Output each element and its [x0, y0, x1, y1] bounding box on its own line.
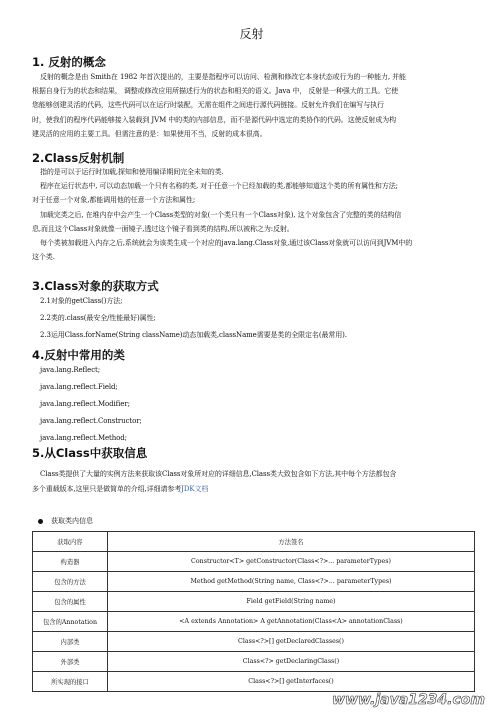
section-3-item: 2.3运用Class.forName(String className)动态加载类,className需要是类的全限定名(最常用).: [40, 331, 347, 339]
table-cell: Class<?>[] getInterfaces(): [108, 672, 475, 692]
table-row: [33, 592, 475, 612]
section-2-line: 这个类.: [32, 253, 55, 262]
section-5-line: [32, 482, 472, 497]
table-cell: Method getMethod(String name, Class<?>... parameterTypes): [108, 572, 475, 592]
section-4-heading: 4.反射中常用的类: [32, 348, 125, 362]
section-5-heading: 5.从Class中获取信息: [32, 446, 148, 460]
table-cell: 包含的属性: [33, 592, 108, 612]
section-1-body: [32, 70, 472, 141]
table-header-cell: 获取内容: [33, 532, 108, 552]
table-cell: 所实现的接口: [33, 672, 108, 692]
watermark-logo: [332, 692, 485, 708]
section-4-item: java.lang.reflect.Modifier;: [40, 400, 130, 408]
section-1-line: 时，使我们的程序代码能够接入装载到 JVM 中的类的内部信息，而不是源代码中选定的类协作的代码。这使反射成为构: [32, 115, 396, 124]
section-4-item: java.lang.Reflect;: [40, 366, 101, 374]
section-5-body: [32, 467, 472, 497]
section-2-heading: 2.Class反射机制: [32, 151, 125, 165]
table-cell: 包含的方法: [33, 572, 108, 592]
table-row: [33, 632, 475, 652]
table-row: [33, 652, 475, 672]
jdk-doc-link[interactable]: JDK文档: [181, 485, 209, 493]
section-4-body: [32, 362, 472, 447]
section-4-item: java.lang.reflect.Constructor;: [40, 417, 142, 425]
section-1-line: 反射的概念是由 Smith在 1982 年首次提出的，主要是指程序可以访问、检测和修改它本身状态或行为的一种能力, 并能: [40, 73, 406, 81]
table-cell: Class<?>[] getDeclaredClasses(): [108, 632, 475, 652]
table-cell: 构造器: [33, 552, 108, 572]
table-cell: Class<?> getDeclaringClass(): [108, 652, 475, 672]
section-3-item: 2.2类的.class(最安全/性能最好)属性;: [40, 314, 156, 322]
section-2-line: 程序在运行状态中, 可以动态加载一个只有名称的类, 对于任意一个已经加载的类,都能够知道这个类的所有属性和方法;: [40, 182, 398, 191]
section-2-line: 对于任意一个对象,都能调用他的任意一个方法和属性;: [32, 196, 196, 205]
section-1-heading: 1. 反射的概念: [32, 55, 106, 69]
page-title: 反射: [239, 27, 264, 41]
section-5-line: Class类提供了大量的实例方法来获取该Class对象所对应的详细信息,Class类大致包含如下方法,其中每个方法都包含: [40, 470, 397, 478]
table-header-row: [33, 532, 475, 552]
table-cell: 包含的Annotation: [33, 612, 108, 632]
section-3-heading: 3.Class对象的获取方式: [32, 279, 159, 293]
bullet-label: 获取类内信息: [51, 517, 93, 525]
table-cell: 外部类: [33, 652, 108, 672]
section-3-body: [32, 293, 472, 344]
section-2-line: 每个类被加载进入内存之后,系统就会为该类生成一个对应的java.lang.Class对象,通过该Class对象就可以访问到JVM中的: [40, 239, 413, 248]
table-row: [33, 552, 475, 572]
section-4-item: java.lang.reflect.Field;: [40, 383, 118, 391]
section-1-line: 建灵活的应用的主要工具。但需注意的是：如果使用不当，反射的成本很高。: [32, 129, 267, 138]
table-cell: Field getField(String name): [108, 592, 475, 612]
bullet-dot-icon: [38, 519, 43, 524]
section-3-item: 2.1对象的getClass()方法;: [40, 297, 123, 305]
section-2-line: 加载完类之后, 在堆内存中会产生一个Class类型的对象(一个类只有一个Class对象), 这个对象包含了完整的类的结构信: [40, 210, 402, 219]
watermark-text: www.java1234.com: [332, 692, 485, 708]
section-1-line: 根据自身行为的状态和结果， 调整或修改应用所描述行为的状态和相关的语义。Java 中， 反射是一种强大的工具。它使: [32, 87, 399, 96]
table-row: [33, 612, 475, 632]
section-4-item: java.lang.reflect.Method;: [40, 434, 127, 442]
section-2-body: [32, 165, 472, 264]
table-cell: 内部类: [33, 632, 108, 652]
class-methods-table: [32, 531, 475, 692]
table-cell: Constructor<T> getConstructor(Class<?>... parameterTypes): [108, 552, 475, 572]
table-cell: <A extends Annotation> A getAnnotation(Class<A> annotationClass): [108, 612, 475, 632]
table-row: [33, 672, 475, 692]
section-2-line: 息,而且这个Class对象就像一面镜子,透过这个镜子看到类的结构,所以被称之为:反射。: [32, 224, 294, 233]
section-1-line: 您能够创建灵活的代码，这些代码可以在运行时装配，无需在组件之间进行源代码链接。反射允许我们在编写与执行: [32, 101, 384, 110]
bullet-item: [38, 516, 93, 526]
section-2-line: 指的是可以于运行时加载,探知和使用编译期间完全未知的类.: [40, 168, 224, 176]
section-5-line2-text: 多个重载版本,这里只是做简单的介绍,详细请参考: [32, 485, 182, 493]
table-row: [33, 572, 475, 592]
table-header-cell: 方法签名: [108, 532, 475, 552]
